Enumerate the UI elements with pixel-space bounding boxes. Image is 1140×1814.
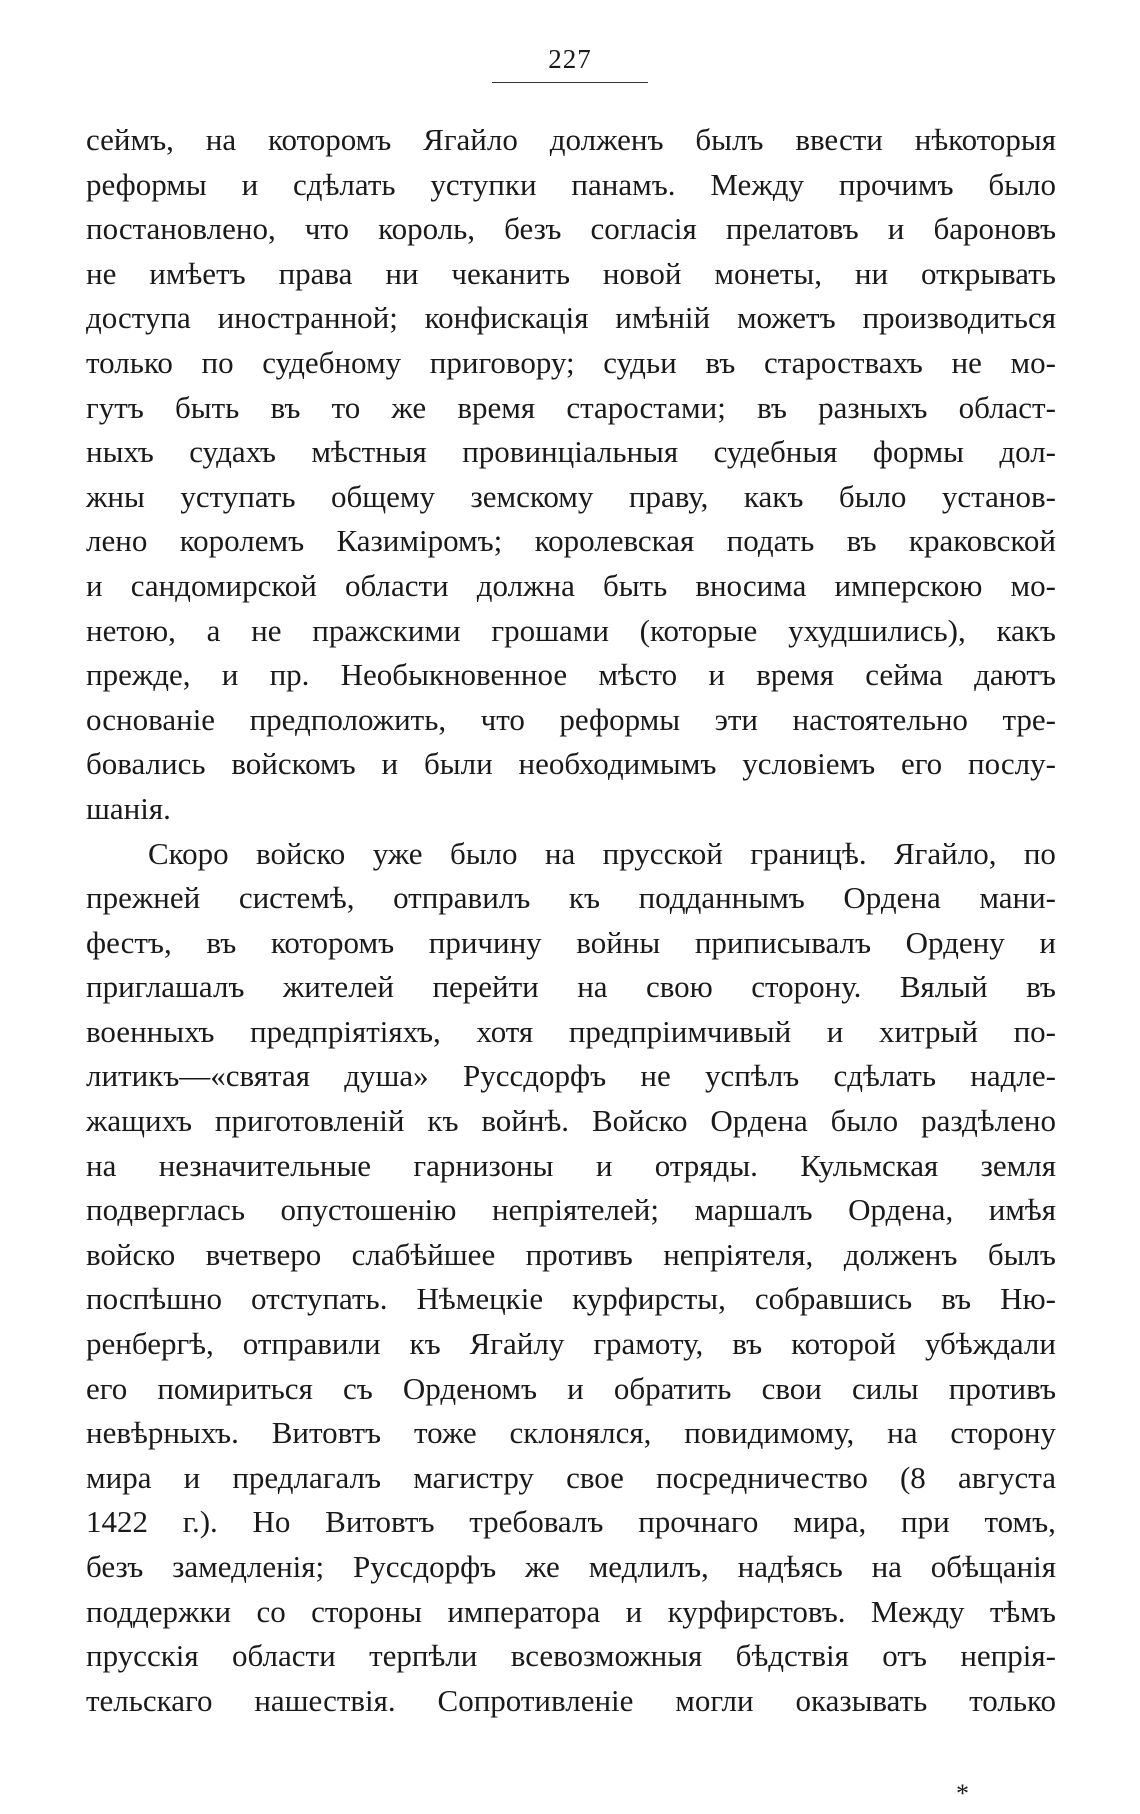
text-line: прусскія области терпѣли всевозможныя бѣдствія отъ непрія-	[86, 1638, 1056, 1674]
text-line: доступа иностранной; конфискація имѣній можетъ производиться	[86, 300, 1056, 336]
text-line: приглашалъ жителей перейти на свою сторону. Вялый въ	[86, 969, 1056, 1005]
text-line: сеймъ, на которомъ Ягайло долженъ былъ ввести нѣкоторыя	[86, 122, 1056, 157]
text-line: поспѣшно отступать. Нѣмецкіе курфирсты, собравшись въ Ню-	[86, 1281, 1056, 1317]
header-rule	[492, 82, 648, 83]
text-line: нетою, а не пражскими грошами (которые ухудшились), какъ	[86, 612, 1056, 648]
text-line: реформы и сдѣлать уступки панамъ. Между прочимъ было	[86, 166, 1056, 202]
text-line: на незначительные гарнизоны и отряды. Кульмская земля	[86, 1147, 1056, 1183]
text-line: бовались войскомъ и были необходимымъ условіемъ его послу-	[86, 746, 1056, 782]
text-line: тельскаго нашествія. Сопротивленіе могли оказывать только	[86, 1682, 1056, 1718]
text-line: 1422 г.). Но Витовтъ требовалъ прочнаго мира, при томъ,	[86, 1504, 1056, 1540]
text-line: военныхъ предпріятіяхъ, хотя предпріимчивый и хитрый по-	[86, 1013, 1056, 1049]
text-line: фестъ, въ которомъ причину войны приписывалъ Ордену и	[86, 924, 1056, 960]
text-line: постановлено, что король, безъ согласія прелатовъ и бароновъ	[86, 211, 1056, 247]
text-body	[86, 118, 1056, 1723]
text-line: мира и предлагалъ магистру свое посредничество (8 августа	[86, 1459, 1056, 1495]
text-line: основаніе предположить, что реформы эти настоятельно тре-	[86, 701, 1056, 737]
text-line: его помириться съ Орденомъ и обратить свои силы противъ	[86, 1370, 1056, 1406]
text-line: ренбергѣ, отправили къ Ягайлу грамоту, въ которой убѣждали	[86, 1326, 1056, 1362]
text-line: войско вчетверо слабѣйшее противъ непріятеля, долженъ былъ	[86, 1236, 1056, 1272]
text-line: литикъ—«святая душа» Руссдорфъ не успѣлъ сдѣлать надле-	[86, 1058, 1056, 1094]
text-line: только по судебному приговору; судьи въ староствахъ не мо-	[86, 344, 1056, 380]
text-line: прежней системѣ, отправилъ къ подданнымъ Ордена мани-	[86, 880, 1056, 916]
text-line: невѣрныхъ. Витовтъ тоже склонялся, повидимому, на сторону	[86, 1415, 1056, 1451]
text-line: шанія.	[86, 790, 171, 826]
text-line: жащихъ приготовленій къ войнѣ. Войско Ордена было раздѣлено	[86, 1103, 1056, 1139]
text-line: лено королемъ Казиміромъ; королевская подать въ краковской	[86, 523, 1056, 559]
text-line: не имѣетъ права ни чеканить новой монеты, ни открывать	[86, 255, 1056, 291]
text-line: жны уступать общему земскому праву, какъ было установ-	[86, 478, 1056, 514]
page-number: 227	[548, 44, 592, 74]
text-line: ныхъ судахъ мѣстныя провинціальныя судебныя формы дол-	[86, 434, 1056, 470]
text-line: и сандомирской области должна быть вносима имперскою мо-	[86, 567, 1056, 603]
text-line: подверглась опустошенію непріятелей; маршалъ Ордена, имѣя	[86, 1192, 1056, 1228]
signature-mark: *	[956, 1779, 969, 1808]
text-line: Скоро войско уже было на прусской границѣ. Ягайло, по	[148, 835, 1056, 871]
text-line: гутъ быть въ то же время старостами; въ разныхъ област-	[86, 389, 1056, 425]
text-line: безъ замедленія; Руссдорфъ же медлилъ, надѣясь на обѣщанія	[86, 1549, 1056, 1584]
text-line: прежде, и пр. Необыкновенное мѣсто и время сейма даютъ	[86, 657, 1056, 693]
text-line: поддержки со стороны императора и курфирстовъ. Между тѣмъ	[86, 1593, 1056, 1629]
